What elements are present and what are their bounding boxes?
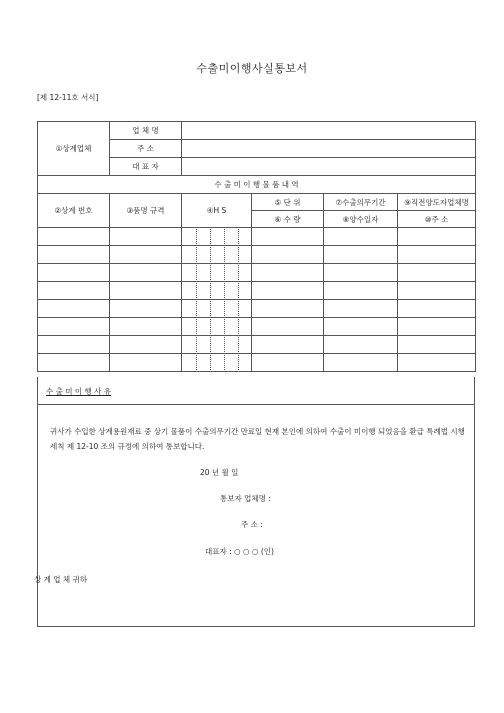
hs-digit-divider [238, 229, 239, 244]
table-cell[interactable] [398, 282, 476, 300]
document-title: 수출미이행사실통보서 [196, 62, 308, 75]
address-label: 주 소 [110, 140, 182, 158]
table-cell[interactable] [110, 246, 182, 264]
table-cell[interactable] [398, 354, 476, 372]
hs-digit-divider [196, 247, 197, 262]
table-cell[interactable] [38, 228, 110, 246]
col-unit: ⑤ 단 위 [252, 194, 324, 211]
table-cell[interactable] [398, 318, 476, 336]
reason-section [34, 377, 475, 627]
table-cell[interactable] [110, 354, 182, 372]
table-cell[interactable] [182, 354, 252, 372]
hs-digit-divider [210, 247, 211, 262]
company-name-label: 업 체 명 [110, 122, 182, 140]
details-header: 수 출 미 이 행 물 품 내 역 [38, 176, 476, 194]
table-cell[interactable] [398, 300, 476, 318]
table-cell[interactable] [110, 228, 182, 246]
table-cell[interactable] [252, 318, 324, 336]
col-hs: ④H S [182, 194, 252, 228]
table-cell[interactable] [110, 300, 182, 318]
hs-digit-divider [238, 337, 239, 352]
table-cell[interactable] [182, 228, 252, 246]
table-cell[interactable] [252, 354, 324, 372]
table-row [38, 246, 476, 264]
table-cell[interactable] [398, 336, 476, 354]
col-transferor-name: ⑨직전양도자업체명 [398, 194, 476, 211]
exporter-label: ①상계업체 [38, 122, 110, 176]
table-row [38, 300, 476, 318]
recipient: 상 계 업 체 귀하 [34, 575, 88, 584]
hs-digit-divider [224, 337, 225, 352]
table-cell[interactable] [182, 246, 252, 264]
table-cell[interactable] [182, 300, 252, 318]
table-cell[interactable] [38, 354, 110, 372]
hs-digit-divider [196, 283, 197, 298]
hs-digit-divider [196, 229, 197, 244]
hs-digit-divider [196, 301, 197, 316]
col-transfer-date: ⑧양수일자 [324, 211, 398, 228]
hs-digit-divider [238, 301, 239, 316]
table-cell[interactable] [110, 336, 182, 354]
table-cell[interactable] [252, 228, 324, 246]
notifier-address: 주 소 : [241, 520, 263, 529]
table-cell[interactable] [182, 282, 252, 300]
table-cell[interactable] [252, 246, 324, 264]
table-row [38, 354, 476, 372]
hs-digit-divider [238, 355, 239, 370]
hs-digit-divider [238, 319, 239, 334]
table-cell[interactable] [324, 300, 398, 318]
reason-title: 수 출 미 이 행 사 유 [46, 387, 112, 396]
table-cell[interactable] [38, 318, 110, 336]
hs-digit-divider [224, 283, 225, 298]
notice-table [37, 121, 476, 372]
col-address: ⑩주 소 [398, 211, 476, 228]
table-cell[interactable] [38, 300, 110, 318]
representative-value[interactable] [182, 158, 476, 176]
hs-digit-divider [210, 337, 211, 352]
table-row [38, 318, 476, 336]
table-cell[interactable] [324, 354, 398, 372]
hs-digit-divider [210, 283, 211, 298]
table-cell[interactable] [252, 264, 324, 282]
table-cell[interactable] [324, 228, 398, 246]
col-item-spec: ③품명 규격 [110, 194, 182, 228]
reason-divider [38, 404, 474, 405]
hs-digit-divider [224, 355, 225, 370]
table-cell[interactable] [38, 246, 110, 264]
table-cell[interactable] [398, 228, 476, 246]
table-cell[interactable] [182, 264, 252, 282]
hs-digit-divider [224, 247, 225, 262]
col-quantity: ⑥ 수 량 [252, 211, 324, 228]
table-cell[interactable] [38, 282, 110, 300]
notifier-representative: 대표자 : ○ ○ ○ (인) [205, 547, 274, 556]
table-cell[interactable] [398, 246, 476, 264]
signature-date: 20 년 월 일 [200, 468, 239, 477]
hs-digit-divider [210, 319, 211, 334]
table-cell[interactable] [110, 318, 182, 336]
table-cell[interactable] [252, 300, 324, 318]
company-name-value[interactable] [182, 122, 476, 140]
form-number: [제 12-11호 서식] [37, 93, 99, 102]
hs-digit-divider [238, 283, 239, 298]
hs-digit-divider [224, 265, 225, 280]
hs-digit-divider [238, 247, 239, 262]
table-row [38, 264, 476, 282]
col-export-deadline: ⑦수출의무기간 [324, 194, 398, 211]
table-cell[interactable] [398, 264, 476, 282]
table-cell[interactable] [110, 282, 182, 300]
table-cell[interactable] [324, 264, 398, 282]
hs-digit-divider [224, 319, 225, 334]
table-cell[interactable] [38, 264, 110, 282]
address-value[interactable] [182, 140, 476, 158]
table-cell[interactable] [252, 336, 324, 354]
table-cell[interactable] [324, 282, 398, 300]
table-cell[interactable] [38, 336, 110, 354]
hs-digit-divider [224, 301, 225, 316]
hs-digit-divider [196, 265, 197, 280]
hs-digit-divider [224, 229, 225, 244]
table-row [38, 282, 476, 300]
notice-body: 귀사가 수입한 상계용원재료 중 상기 물품이 수출의무기간 만료일 현재 본인에 의하여 수출이 미이행 되었음을 환급 특례법 시행세칙 제 12-10 조의 규정에 의하여 통보합니다. [50, 427, 465, 451]
hs-digit-divider [210, 301, 211, 316]
table-cell[interactable] [182, 318, 252, 336]
hs-digit-divider [210, 265, 211, 280]
hs-digit-divider [196, 319, 197, 334]
table-row [38, 228, 476, 246]
hs-digit-divider [196, 355, 197, 370]
hs-digit-divider [238, 265, 239, 280]
hs-digit-divider [210, 355, 211, 370]
table-row [38, 336, 476, 354]
table-cell[interactable] [182, 336, 252, 354]
notifier-company: 통보자 업체명 : [220, 494, 271, 503]
table-cell[interactable] [324, 318, 398, 336]
table-cell[interactable] [324, 336, 398, 354]
col-offset-no: ②상계 번호 [38, 194, 110, 228]
table-cell[interactable] [324, 246, 398, 264]
hs-digit-divider [196, 337, 197, 352]
hs-digit-divider [210, 229, 211, 244]
table-cell[interactable] [252, 282, 324, 300]
table-cell[interactable] [110, 264, 182, 282]
representative-label: 대 표 자 [110, 158, 182, 176]
